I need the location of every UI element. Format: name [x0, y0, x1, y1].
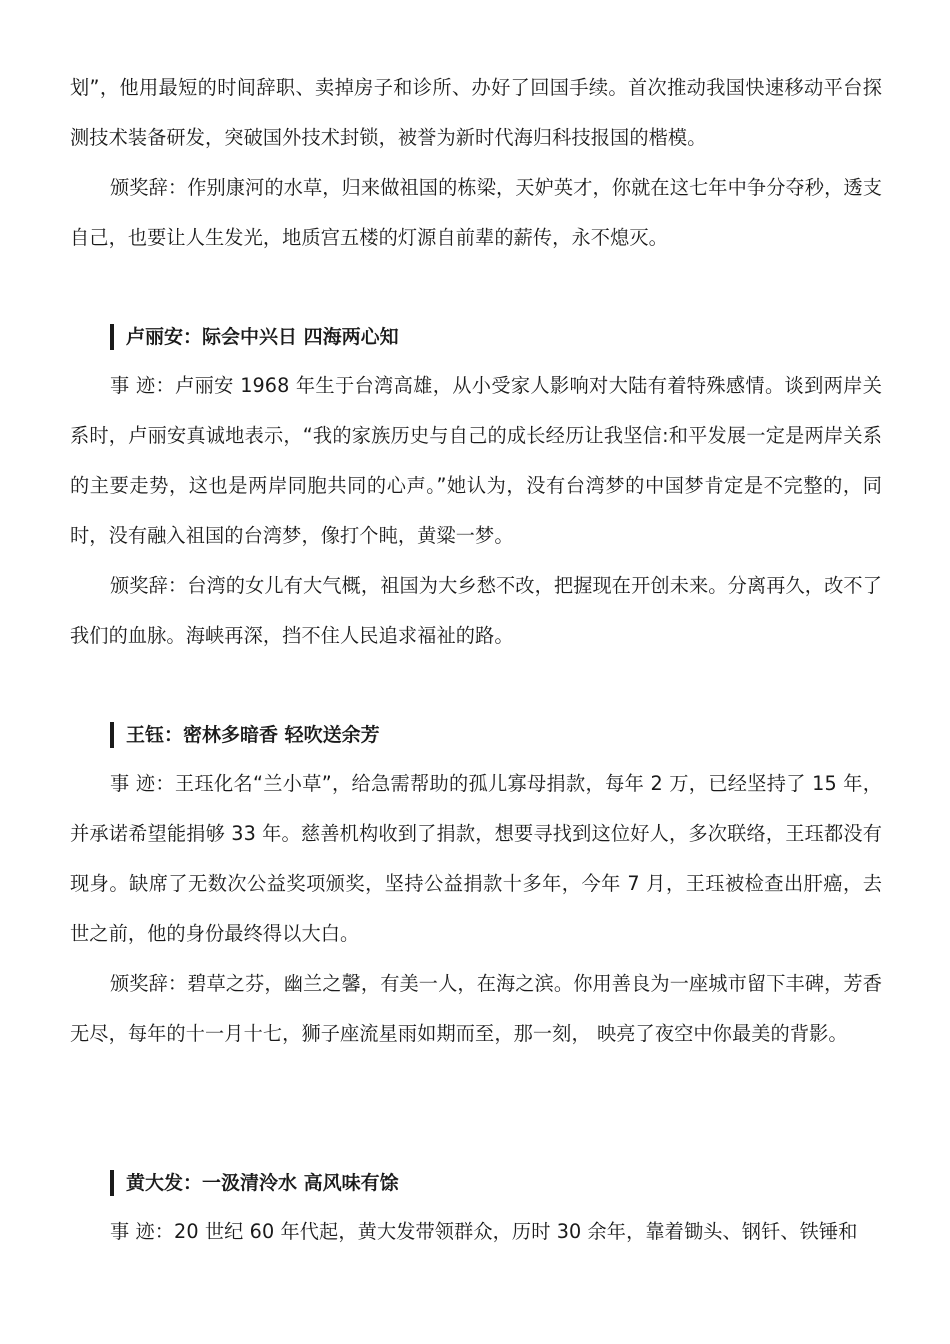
award-paragraph-lu-lian: 颁奖辞：台湾的女儿有大气概，祖国为大乡愁不改，把握现在开创未来。分离再久，改不了我们的血脉。海峡再深，挡不住人民追求福祉的路。 [70, 574, 882, 647]
deeds-paragraph-wang-jue: 事 迹：王珏化名“兰小草”，给急需帮助的孤儿寡母捐款，每年 2 万，已经坚持了 15 年，并承诺希望能捐够 33 年。慈善机构收到了捐款，想要寻找到这位好人，多次联络，王珏都没有现身。缺席了无数次公益奖项颁奖，坚持公益捐款十多年，今年 7 月，王珏被检查出肝癌，去世之前，他的身份最终得以大白。 [70, 772, 882, 945]
section-heading-wang-jue: 王钰：密林多暗香 轻吹送余芳 [110, 722, 380, 748]
section-heading-lu-lian: 卢丽安：际会中兴日 四海两心知 [110, 324, 399, 350]
deeds-paragraph-huang-dafa: 事 迹：20 世纪 60 年代起，黄大发带领群众，历时 30 余年，靠着锄头、钢钎、铁锤和 [110, 1220, 858, 1243]
section-heading-huang-dafa: 黄大发：一汲清泠水 高风味有馀 [110, 1170, 399, 1196]
award-speech-paragraph: 颁奖辞：作别康河的水草，归来做祖国的栋梁，天妒英才，你就在这七年中争分夺秒，透支自己，也要让人生发光，地质宫五楼的灯源自前辈的薪传，永不熄灭。 [70, 176, 882, 249]
intro-paragraph: 划”，他用最短的时间辞职、卖掉房子和诊所、办好了回国手续。首次推动我国快速移动平台探测技术装备研发，突破国外技术封锁，被誉为新时代海归科技报国的楷模。 [70, 76, 882, 149]
award-paragraph-wang-jue: 颁奖辞：碧草之芬，幽兰之馨，有美一人，在海之滨。你用善良为一座城市留下丰碑，芳香无尽，每年的十一月十七，狮子座流星雨如期而至，那一刻， 映亮了夜空中你最美的背影。 [70, 972, 882, 1045]
deeds-paragraph-lu-lian: 事 迹：卢丽安 1968 年生于台湾高雄，从小受家人影响对大陆有着特殊感情。谈到两岸关系时，卢丽安真诚地表示，“我的家族历史与自己的成长经历让我坚信:和平发展一定是两岸关系的主要走势，这也是两岸同胞共同的心声。”她认为，没有台湾梦的中国梦肯定是不完整的，同时，没有融入祖国的台湾梦，像打个盹，黄粱一梦。 [70, 374, 882, 547]
